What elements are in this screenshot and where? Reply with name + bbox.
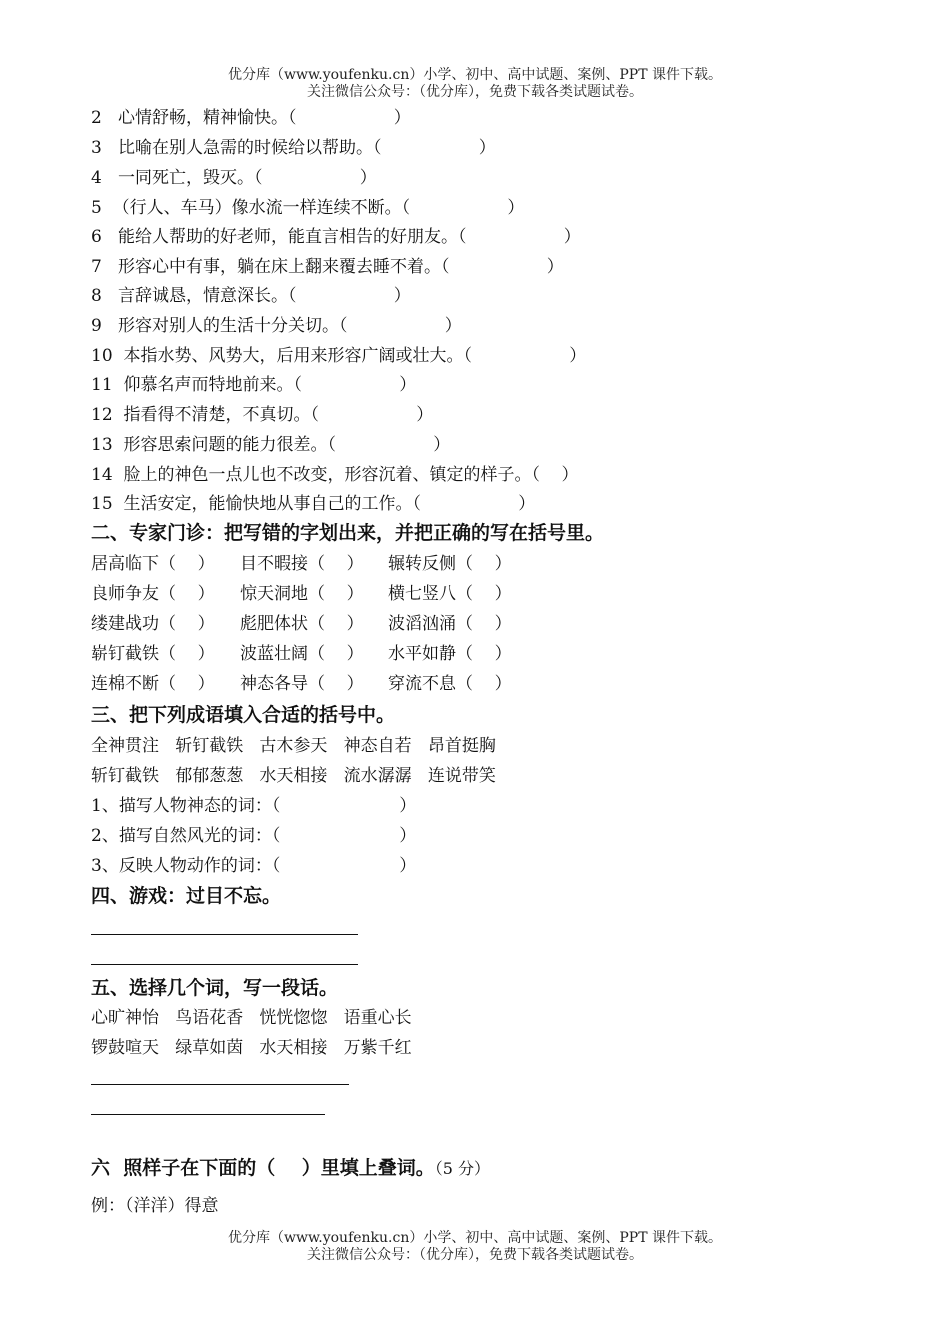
footer-line-2: 关注微信公众号：（优分库），免费下载各类试题试卷。 — [307, 1247, 643, 1263]
list-item: 10 本指水势、风势大，后用来形容广阔或壮大。（ ） — [91, 346, 587, 366]
word-list-line-1: 心旷神怡 鸟语花香 恍恍惚惚 语重心长 — [91, 1008, 412, 1028]
list-item: 3 比喻在别人急需的时候给以帮助。（ ） — [91, 138, 496, 158]
correction-item: 崭钉截铁（ ） — [91, 644, 215, 664]
section-2-title: 二、专家门诊：把写错的字划出来，并把正确的写在括号里。 — [91, 522, 605, 544]
list-item: 2 心情舒畅，精神愉快。（ ） — [91, 108, 411, 128]
section-4-title: 四、游戏：过目不忘。 — [91, 885, 282, 907]
question-3: 3、反映人物动作的词：（ ） — [91, 856, 417, 876]
word-list-line-2: 锣鼓喧天 绿草如茵 水天相接 万紫千红 — [91, 1038, 412, 1058]
correction-item: 水平如静（ ） — [388, 644, 512, 664]
footer-line-1: 优分库（www.youfenku.cn）小学、初中、高中试题、案例、PPT 课件下载。 — [227, 1230, 722, 1246]
section-6-score: （5 分） — [434, 1159, 490, 1178]
list-item: 8 言辞诚恳，情意深长。（ ） — [91, 286, 411, 306]
correction-item: 彪肥体状（ ） — [240, 614, 364, 634]
correction-item: 缕建战功（ ） — [91, 614, 215, 634]
answer-line — [91, 1084, 349, 1085]
correction-item: 穿流不息（ ） — [388, 674, 512, 694]
list-item: 13 形容思索问题的能力很差。（ ） — [91, 435, 451, 455]
correction-item: 神态各导（ ） — [240, 674, 364, 694]
list-item: 11 仰慕名声而特地前来。（ ） — [91, 375, 417, 395]
section-3-title: 三、把下列成语填入合适的括号中。 — [91, 704, 396, 726]
list-item: 6 能给人帮助的好老师，能直言相告的好朋友。（ ） — [91, 227, 581, 247]
question-1: 1、描写人物神态的词：（ ） — [91, 796, 417, 816]
list-item: 4 一同死亡，毁灭。（ ） — [91, 168, 377, 188]
correction-item: 居高临下（ ） — [91, 554, 215, 574]
list-item: 14 脸上的神色一点儿也不改变，形容沉着、镇定的样子。（ ） — [91, 465, 579, 485]
idiom-list-line-1: 全神贯注 斩钉截铁 古木参天 神态自若 昂首挺胸 — [91, 736, 496, 756]
correction-item: 波滔汹涌（ ） — [388, 614, 512, 634]
correction-item: 连棉不断（ ） — [91, 674, 215, 694]
page-footer — [0, 1230, 950, 1264]
list-item: 12 指看得不清楚，不真切。（ ） — [91, 405, 434, 425]
list-item: 5 （行人、车马）像水流一样连续不断。（ ） — [91, 198, 525, 218]
correction-item: 良师争友（ ） — [91, 584, 215, 604]
section-6-title-text: 六 照样子在下面的（ ）里填上叠词。 — [91, 1157, 435, 1179]
correction-item: 惊天洞地（ ） — [240, 584, 364, 604]
list-item: 7 形容心中有事，躺在床上翻来覆去睡不着。（ ） — [91, 257, 564, 277]
answer-line — [91, 964, 358, 965]
list-item: 15 生活安定，能愉快地从事自己的工作。（ ） — [91, 494, 536, 514]
idiom-list-line-2: 斩钉截铁 郁郁葱葱 水天相接 流水潺潺 连说带笑 — [91, 766, 496, 786]
correction-item: 波蓝壮阔（ ） — [240, 644, 364, 664]
header-line-2: 关注微信公众号：（优分库），免费下载各类试题试卷。 — [307, 84, 643, 100]
correction-item: 辗转反侧（ ） — [388, 554, 512, 574]
correction-item: 横七竖八（ ） — [388, 584, 512, 604]
question-2: 2、描写自然风光的词：（ ） — [91, 826, 417, 846]
section-5-title: 五、选择几个词，写一段话。 — [91, 977, 339, 999]
correction-item: 目不暇接（ ） — [240, 554, 364, 574]
list-item: 9 形容对别人的生活十分关切。（ ） — [91, 316, 462, 336]
section-6-title — [91, 1156, 490, 1181]
answer-line — [91, 1114, 325, 1115]
example-line: 例：（洋洋）得意 — [91, 1196, 219, 1216]
answer-line — [91, 934, 358, 935]
page-header — [0, 67, 950, 101]
header-line-1: 优分库（www.youfenku.cn）小学、初中、高中试题、案例、PPT 课件下载。 — [227, 67, 722, 83]
